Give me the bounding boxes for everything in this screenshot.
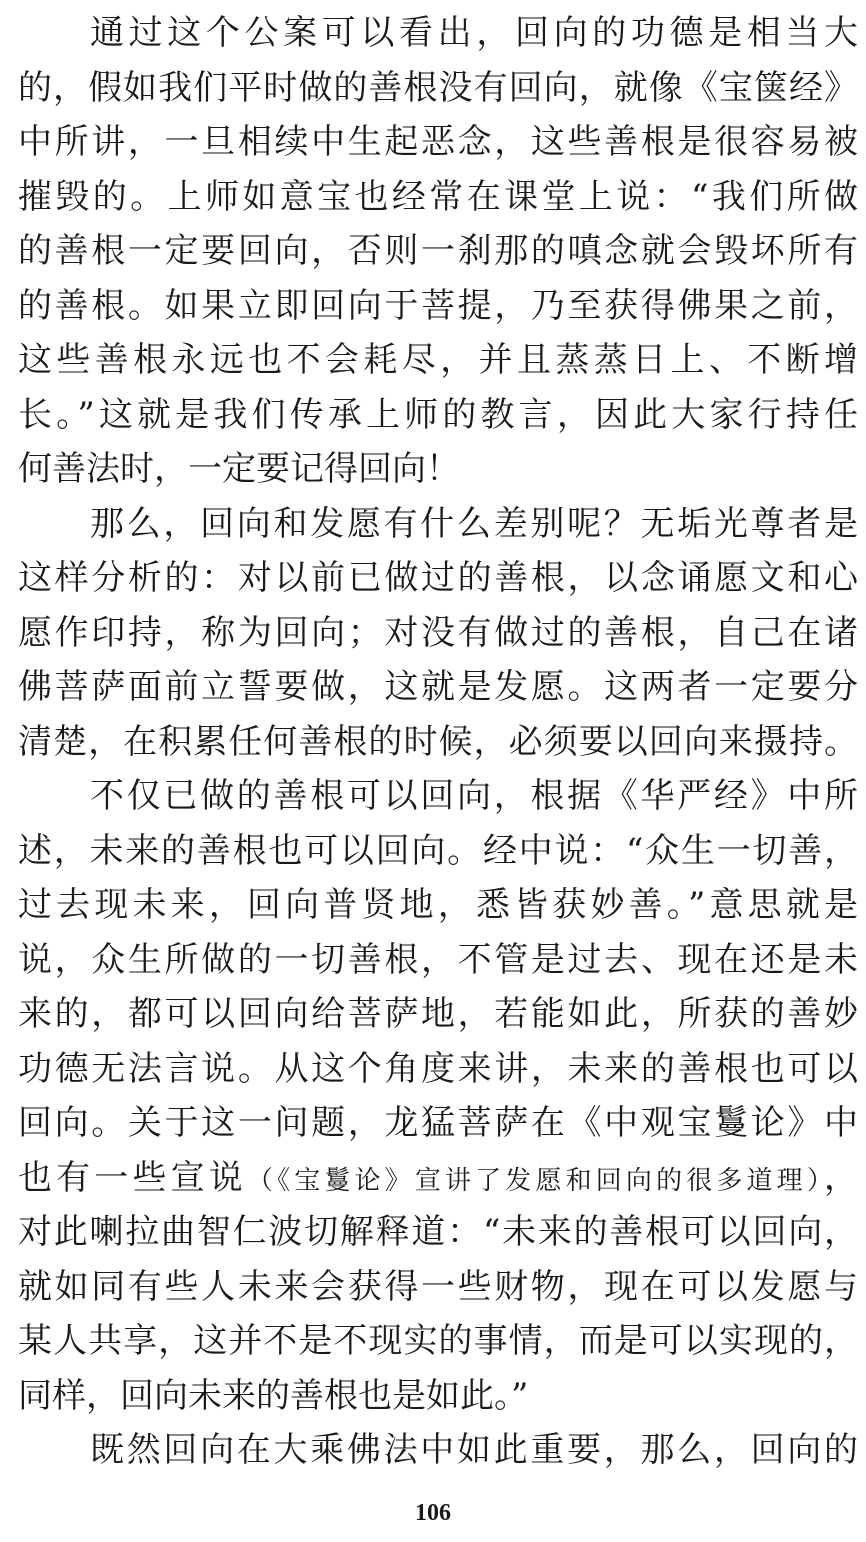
text-line: 对此喇拉曲智仁波切解释道：“未来的善根可以回向， <box>18 1212 858 1252</box>
parenthetical-note: （《宝鬘论》宣讲了发愿和回向的很多道理） <box>246 1165 824 1196</box>
text-line: 的善根一定要回向，否则一刹那的嗔念就会毁坏所有 <box>18 231 858 271</box>
text-line: 来的，都可以回向给菩萨地，若能如此，所获的善妙 <box>18 994 858 1034</box>
paragraph-4 <box>18 1423 858 1478</box>
page-number: 106 <box>415 1500 451 1526</box>
text-segment: ， <box>824 1157 858 1198</box>
text-line: 过去现未来，回向普贤地，悉皆获妙善。”意思就是 <box>18 885 858 925</box>
text-line: 长。”这就是我们传承上师的教言，因此大家行持任 <box>18 394 858 435</box>
text-line: 的善根。如果立即回向于菩提，乃至获得佛果之前， <box>18 285 858 326</box>
text-line: 功德无法言说。从这个角度来讲，未来的善根也可以 <box>18 1048 858 1089</box>
text-line: 何善法时，一定要记得回向！ <box>18 449 460 489</box>
text-line: 佛菩萨面前立誓要做，这就是发愿。这两者一定要分 <box>18 667 858 707</box>
text-line: 同样，回向未来的善根也是如此。” <box>18 1375 529 1416</box>
text-line: 愿作印持，称为回向；对没有做过的善根，自己在诸 <box>18 612 858 653</box>
text-line: 的，假如我们平时做的善根没有回向，就像《宝箧经》 <box>18 67 858 108</box>
text-line: 通过这个公案可以看出，回向的功德是相当大 <box>90 13 858 53</box>
text-line: 这些善根永远也不会耗尽，并且蒸蒸日上、不断增 <box>18 340 858 380</box>
text-segment: 也有一些宣说 <box>18 1157 247 1198</box>
text-line: 这样分析的：对以前已做过的善根，以念诵愿文和心 <box>18 558 858 598</box>
text-line: 摧毁的。上师如意宝也经常在课堂上说：“我们所做 <box>18 176 858 217</box>
text-line: 不仅已做的善根可以回向，根据《华严经》中所 <box>90 776 858 816</box>
text-line: 就如同有些人未来会获得一些财物，现在可以发愿与 <box>18 1266 858 1307</box>
text-line: 某人共享，这并不是不现实的事情，而是可以实现的， <box>18 1321 858 1361</box>
text-line: 中所讲，一旦相续中生起恶念，这些善根是很容易被 <box>18 122 858 162</box>
text-line: 说，众生所做的一切善根，不管是过去、现在还是未 <box>18 939 858 980</box>
text-line: 清楚，在积累任何善根的时候，必须要以回向来摄持。 <box>18 721 858 762</box>
paragraph-3 <box>18 769 858 1423</box>
text-line-with-note <box>18 1151 858 1206</box>
text-line: 述，未来的善根也可以回向。经中说：“众生一切善， <box>18 830 858 871</box>
text-line: 那么，回向和发愿有什么差别呢？无垢光尊者是 <box>90 503 858 544</box>
page-body <box>18 6 858 1478</box>
text-line: 回向。关于这一问题，龙猛菩萨在《中观宝鬘论》中 <box>18 1103 858 1143</box>
paragraph-1 <box>18 6 858 497</box>
paragraph-2 <box>18 497 858 770</box>
text-line: 既然回向在大乘佛法中如此重要，那么，回向的 <box>90 1430 858 1470</box>
